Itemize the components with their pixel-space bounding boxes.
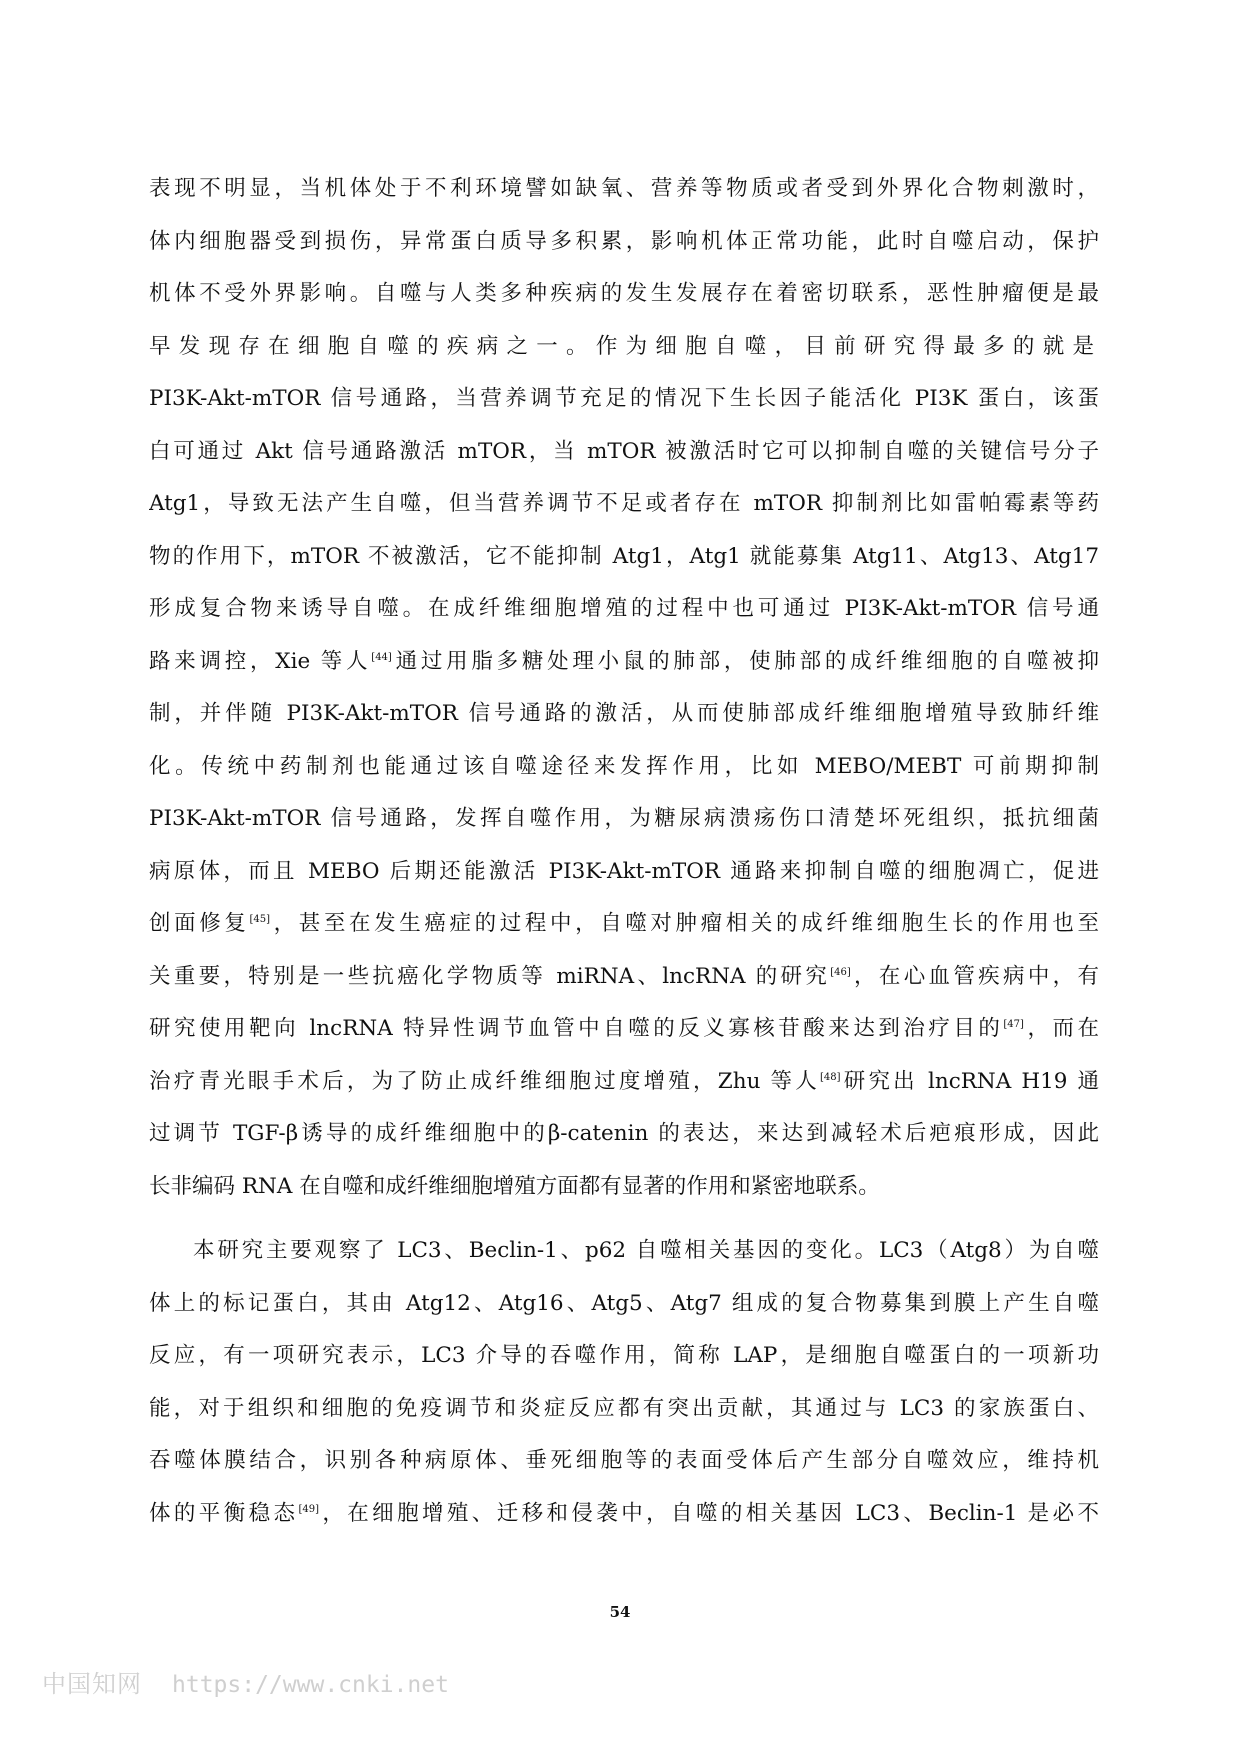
line-text: 吞噬体膜结合，识别各种病原体、垂死细胞等的表面受体后产生部分自噬效应，维持机 (149, 1448, 1099, 1473)
line-text: PI3K-Akt-mTOR 信号通路，当营养调节充足的情况下生长因子能活化 PI3K 蛋白，该蛋 (149, 386, 1099, 411)
line-text-continued: 通过用脂多糖处理小鼠的肺部，使肺部的成纤维细胞的自噬被抑 (391, 648, 1099, 674)
text-line (149, 1225, 1099, 1278)
text-line (149, 1435, 1099, 1488)
line-text: 过调节 TGF-β诱导的成纤维细胞中的β-catenin 的表达，来达到减轻术后疤痕形成，因此 (149, 1121, 1099, 1146)
text-line (149, 951, 1099, 1004)
watermark-logo-text: 中国知网 (42, 1670, 142, 1698)
text-line (149, 163, 1099, 216)
line-text: 路来调控，Xie 等人 (149, 648, 372, 674)
line-text-continued: 研究出 lncRNA H19 通 (840, 1068, 1099, 1094)
text-line (149, 688, 1099, 741)
line-text: 长非编码 RNA 在自噬和成纤维细胞增殖方面都有显著的作用和紧密地联系。 (149, 1173, 880, 1199)
text-line (149, 793, 1099, 846)
line-text: 治疗青光眼手术后，为了防止成纤维细胞过度增殖，Zhu 等人 (149, 1068, 820, 1094)
line-text-continued: ，甚至在发生癌症的过程中，自噬对肿瘤相关的成纤维细胞生长的作用也至 (270, 911, 1099, 936)
text-line (149, 426, 1099, 479)
text-line (149, 1383, 1099, 1436)
text-line (149, 846, 1099, 899)
line-text: Atg1，导致无法产生自噬，但当营养调节不足或者存在 mTOR 抑制剂比如雷帕霉素等药 (149, 491, 1099, 516)
citation-superscript: [48] (819, 1071, 841, 1083)
text-line (149, 373, 1099, 426)
line-text-continued: ，在细胞增殖、迁移和侵袭中，自噬的相关基因 LC3、Beclin-1 是必不 (318, 1500, 1099, 1526)
text-line (149, 898, 1099, 951)
text-line (149, 268, 1099, 321)
line-text: 白可通过 Akt 信号通路激活 mTOR，当 mTOR 被激活时它可以抑制自噬的关键信号分子 (149, 438, 1099, 464)
citation-superscript: [47] (1003, 1018, 1024, 1030)
cnki-watermark (42, 1664, 449, 1704)
paragraph (149, 163, 1099, 1213)
line-text-continued: ，在心血管疾病中，有 (850, 963, 1099, 989)
text-line (149, 1278, 1099, 1331)
text-line (149, 583, 1099, 636)
text-line (149, 321, 1099, 374)
line-text: PI3K-Akt-mTOR 信号通路，发挥自噬作用，为糖尿病溃疡伤口清楚坏死组织，抵抗细菌 (149, 806, 1099, 831)
citation-superscript: [44] (371, 651, 392, 663)
paragraph (149, 1225, 1099, 1540)
text-line (149, 636, 1099, 689)
body-text (149, 163, 1099, 1540)
line-text: 体的平衡稳态 (149, 1500, 299, 1526)
text-line (149, 216, 1099, 269)
watermark-url: https://www.cnki.net (172, 1672, 449, 1698)
line-text: 体内细胞器受到损伤，异常蛋白质导多积累，影响机体正常功能，此时自噬启动，保护 (149, 228, 1099, 254)
line-text: 机体不受外界影响。自噬与人类多种疾病的发生发展存在着密切联系，恶性肿瘤便是最 (149, 281, 1099, 306)
line-text: 关重要，特别是一些抗癌化学物质等 miRNA、lncRNA 的研究 (149, 963, 831, 989)
text-line (149, 531, 1099, 584)
line-text: 病原体，而且 MEBO 后期还能激活 PI3K-Akt-mTOR 通路来抑制自噬的细胞凋亡，促进 (149, 858, 1099, 884)
line-text: 反应，有一项研究表示，LC3 介导的吞噬作用，简称 LAP，是细胞自噬蛋白的一项新功 (149, 1343, 1099, 1368)
text-line (149, 1108, 1099, 1161)
line-text: 形成复合物来诱导自噬。在成纤维细胞增殖的过程中也可通过 PI3K-Akt-mTOR 信号通 (149, 596, 1099, 621)
page-number: 54 (609, 1603, 631, 1621)
text-line (149, 1488, 1099, 1541)
line-text: 本研究主要观察了 LC3、Beclin-1、p62 自噬相关基因的变化。LC3（Atg8）为自噬 (193, 1238, 1099, 1263)
text-line (149, 1161, 1099, 1214)
text-line (149, 478, 1099, 531)
line-text: 表现不明显，当机体处于不利环境譬如缺氧、营养等物质或者受到外界化合物刺激时， (149, 176, 1099, 201)
text-line (149, 1330, 1099, 1383)
text-line (149, 1003, 1099, 1056)
line-text: 研究使用靶向 lncRNA 特异性调节血管中自噬的反义寡核苷酸来达到治疗目的 (149, 1016, 1004, 1041)
citation-superscript: [49] (298, 1503, 319, 1515)
line-text: 体上的标记蛋白，其由 Atg12、Atg16、Atg5、Atg7 组成的复合物募集到膜上产生自噬 (149, 1290, 1099, 1316)
citation-superscript: [45] (249, 913, 271, 925)
line-text: 制，并伴随 PI3K-Akt-mTOR 信号通路的激活，从而使肺部成纤维细胞增殖导致肺纤维 (149, 701, 1099, 726)
line-text: 物的作用下，mTOR 不被激活，它不能抑制 Atg1，Atg1 就能募集 Atg11、Atg13、Atg17 (149, 543, 1099, 569)
citation-superscript: [46] (830, 966, 851, 978)
text-line (149, 1056, 1099, 1109)
text-line (149, 741, 1099, 794)
line-text: 早发现存在细胞自噬的疾病之一。作为细胞自噬，目前研究得最多的就是 (149, 333, 1099, 359)
line-text: 创面修复 (149, 911, 250, 936)
line-text: 化。传统中药制剂也能通过该自噬途径来发挥作用，比如 MEBO/MEBT 可前期抑制 (149, 753, 1099, 779)
line-text: 能，对于组织和细胞的免疫调节和炎症反应都有突出贡献，其通过与 LC3 的家族蛋白、 (149, 1395, 1099, 1421)
line-text-continued: ，而在 (1023, 1016, 1099, 1041)
